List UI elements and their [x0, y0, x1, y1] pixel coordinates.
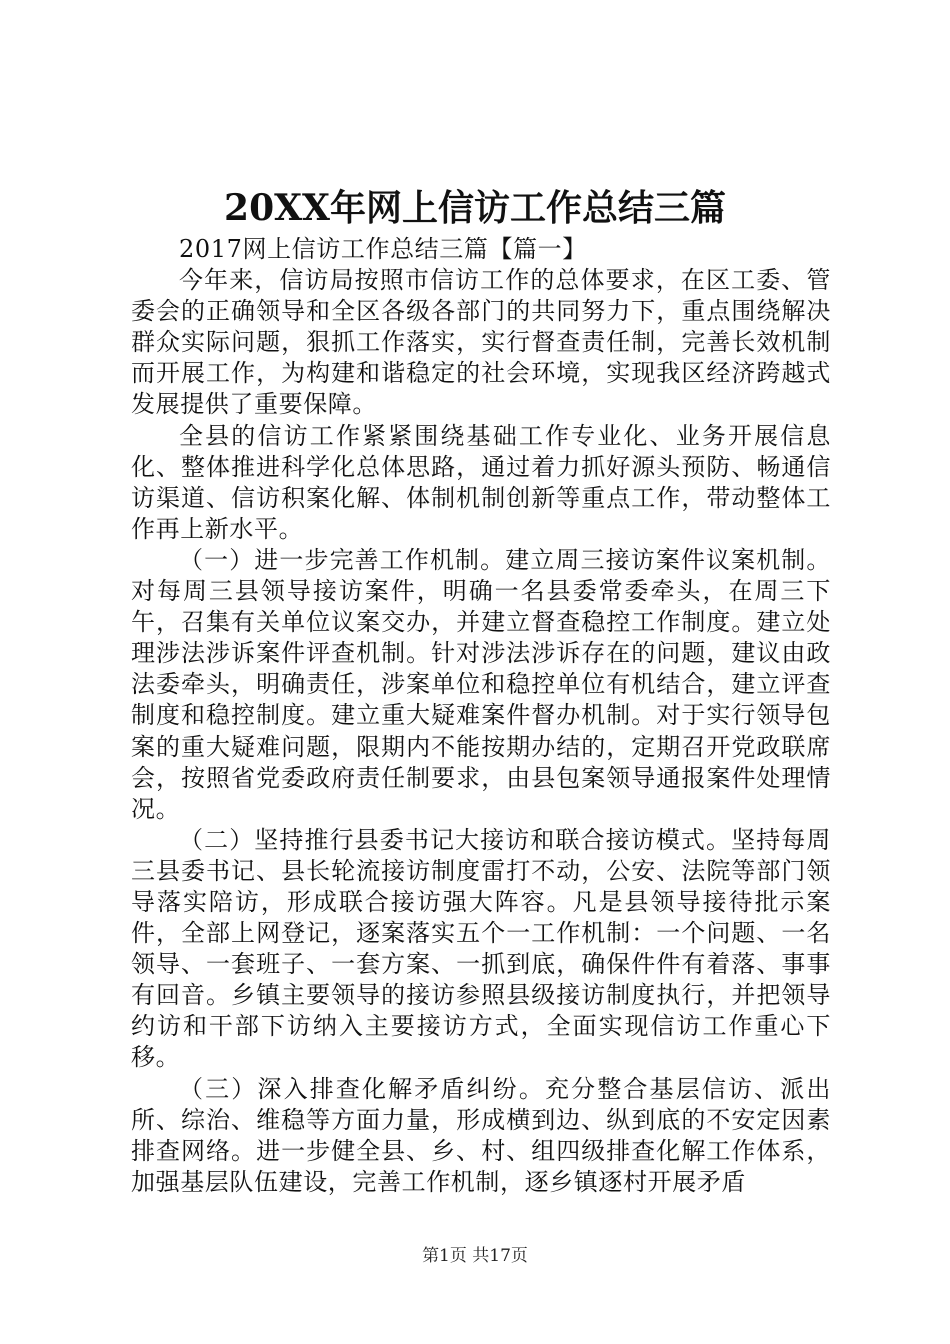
document-body — [131, 234, 831, 1198]
body-paragraph: （三）深入排查化解矛盾纠纷。充分整合基层信访、派出所、综治、维稳等方面力量，形成横到边、纵到底的不安定因素排查网络。进一步健全县、乡、村、组四级排查化解工作体系，加强基层队伍建设，完善工作机制，逐乡镇逐村开展矛盾 — [131, 1074, 831, 1196]
body-paragraph: （一）进一步完善工作机制。建立周三接访案件议案机制。对每周三县领导接访案件，明确一名县委常委牵头，在周三下午，召集有关单位议案交办，并建立督查稳控工作制度。建立处理涉法涉诉案件评查机制。针对涉法涉诉存在的问题，建议由政法委牵头，明确责任，涉案单位和稳控单位有机结合，建立评查制度和稳控制度。建立重大疑难案件督办机制。对于实行领导包案的重大疑难问题，限期内不能按期办结的，定期召开党政联席会，按照省党委政府责任制要求，由县包案领导通报案件处理情况。 — [131, 545, 831, 823]
section-subheading: 2017网上信访工作总结三篇【篇一】 — [179, 235, 587, 263]
body-paragraph: 今年来，信访局按照市信访工作的总体要求，在区工委、管委会的正确领导和全区各级各部门的共同努力下，重点围绕解决群众实际问题，狠抓工作落实，实行督查责任制，完善长效机制而开展工作，为构建和谐稳定的社会环境，实现我区经济跨越式发展提供了重要保障。 — [131, 266, 831, 419]
body-paragraph: 全县的信访工作紧紧围绕基础工作专业化、业务开展信息化、整体推进科学化总体思路，通过着力抓好源头预防、畅通信访渠道、信访积案化解、体制机制创新等重点工作，带动整体工作再上新水平。 — [131, 421, 831, 543]
page-footer: 第1页 共17页 — [422, 1246, 528, 1266]
document-title: 20XX年网上信访工作总结三篇 — [224, 187, 726, 229]
body-paragraph: （二）坚持推行县委书记大接访和联合接访模式。坚持每周三县委书记、县长轮流接访制度雷打不动，公安、法院等部门领导落实陪访，形成联合接访强大阵容。凡是县领导接待批示案件，全部上网登记，逐案落实五个一工作机制：一个问题、一名领导、一套班子、一套方案、一抓到底，确保件件有着落、事事有回音。乡镇主要领导的接访参照县级接访制度执行，并把领导约访和干部下访纳入主要接访方式，全面实现信访工作重心下移。 — [131, 825, 831, 1072]
